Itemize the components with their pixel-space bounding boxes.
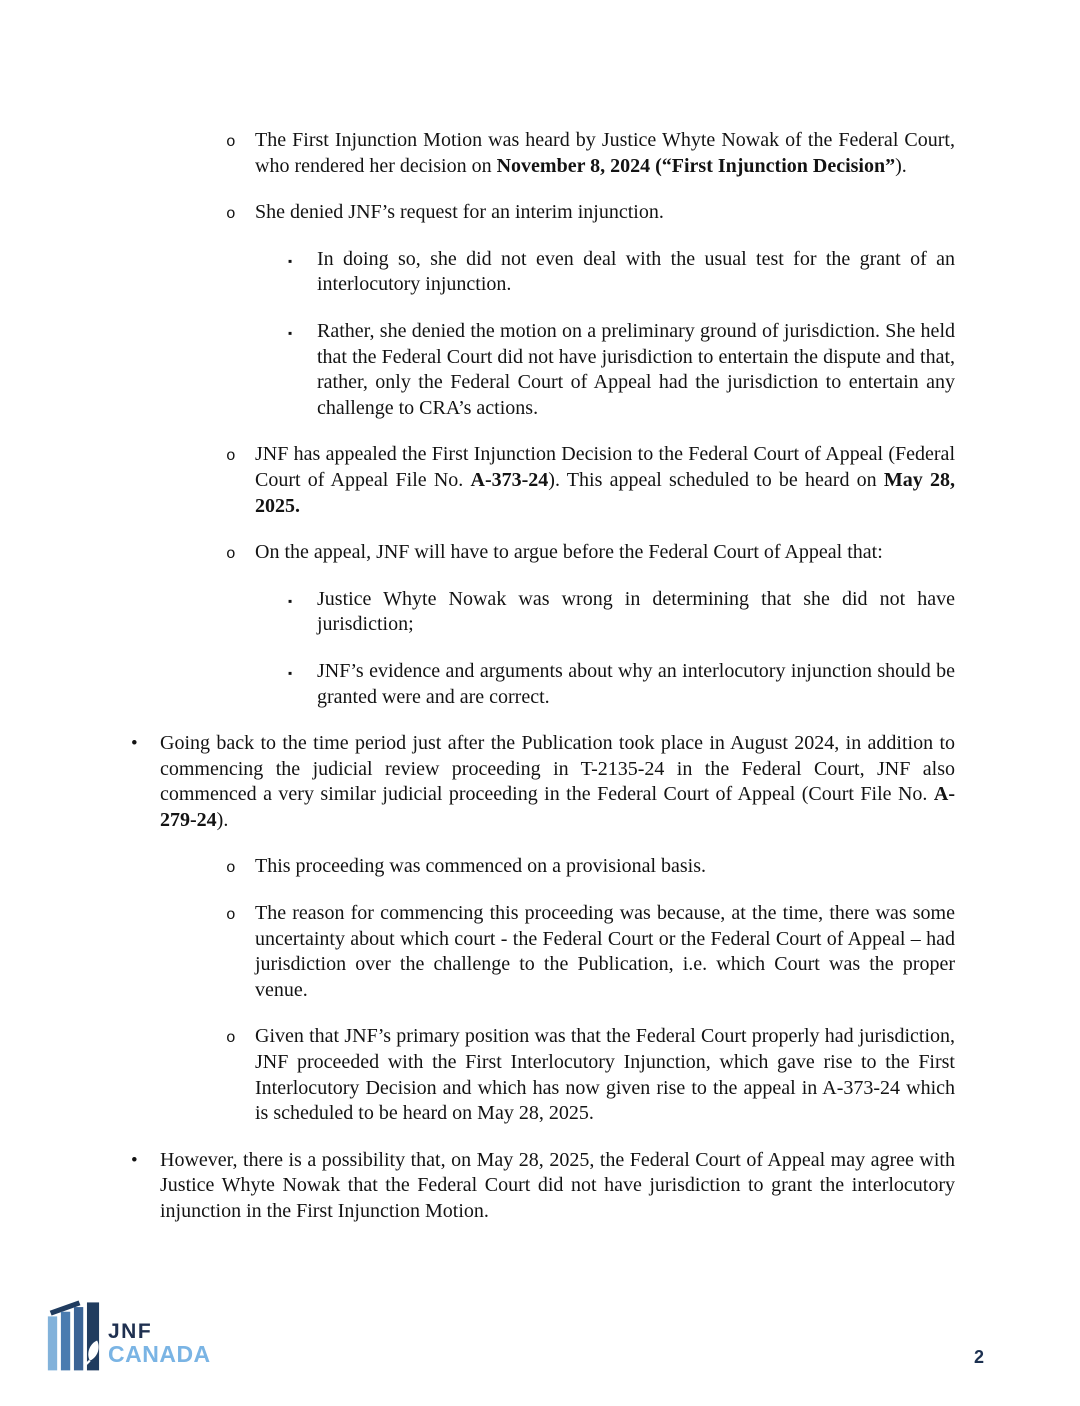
list-item — [130, 319, 955, 421]
list-item — [130, 854, 955, 880]
paragraph-text: In doing so, she did not even deal with the usual test for the grant of an interlocutory injunction. — [317, 247, 955, 296]
bullet-marker: o — [226, 447, 236, 466]
paragraph-text: The First Injunction Motion was heard by Justice Whyte Nowak of the Federal Court, who rendered her decision on November 8, 2024 (“First Injunction Decision”). — [255, 129, 955, 177]
bullet-marker: ▪ — [288, 253, 293, 268]
paragraph-text: Going back to the time period just after the Publication took place in August 2024, in addition to commencing the judicial review proceeding in T-2135-24 in the Federal Court, JNF also commenced a very similar judicial proceeding in the Federal Court of Appeal (Court File No. A-279-24). — [160, 732, 955, 831]
bullet-marker: ▪ — [288, 665, 293, 680]
list-item — [130, 901, 955, 1003]
bullet-marker: ▪ — [288, 593, 293, 608]
list-item — [130, 659, 955, 710]
paragraph-text: On the appeal, JNF will have to argue before the Federal Court of Appeal that: — [255, 541, 883, 564]
list-item — [130, 1024, 955, 1126]
bullet-marker: ▪ — [288, 325, 293, 340]
list-item — [130, 442, 955, 519]
paragraph-text: The reason for commencing this proceeding was because, at the time, there was some uncertainty about which court - the Federal Court or the Federal Court of Appeal – had jurisdiction over the challenge to the Publication, i.e. which Court was the proper venue. — [255, 902, 955, 1001]
logo-bar-3 — [74, 1307, 83, 1370]
list-item — [130, 200, 955, 226]
paragraph-text: JNF’s evidence and arguments about why an interlocutory injunction should be granted were and are correct. — [317, 659, 955, 708]
document-body — [130, 128, 955, 1225]
list-item — [130, 1148, 955, 1225]
logo-bars-icon — [46, 1296, 100, 1374]
list-item — [130, 731, 955, 833]
paragraph-text: JNF has appealed the First Injunction Decision to the Federal Court of Appeal (Federal Court of Appeal File No. A-373-24). This appeal scheduled to be heard on May 28, 2025. — [255, 443, 955, 517]
paragraph-text: Rather, she denied the motion on a preliminary ground of jurisdiction. She held that the Federal Court did not have jurisdiction to entertain the dispute and that, rather, only the Federal Court of Appeal had the jurisdiction to entertain any challenge to CRA’s actions. — [317, 319, 955, 419]
logo-bar-2 — [61, 1312, 70, 1371]
list-item — [130, 128, 955, 179]
list-item — [130, 247, 955, 298]
list-item — [130, 587, 955, 638]
bullet-marker: • — [131, 1149, 138, 1171]
page-number: 2 — [973, 1347, 984, 1367]
bullet-marker: o — [226, 133, 236, 151]
bullet-marker: o — [226, 545, 236, 564]
paragraph-text: Justice Whyte Nowak was wrong in determining that she did not have jurisdiction; — [317, 587, 955, 636]
logo-jnf-text: JNF — [108, 1320, 153, 1343]
bullet-marker: o — [226, 906, 236, 925]
list-item — [130, 540, 955, 566]
jnf-canada-logo — [46, 1296, 211, 1374]
paragraph-text: She denied JNF’s request for an interim injunction. — [255, 201, 664, 224]
bullet-marker: o — [226, 859, 236, 878]
paragraph-text: This proceeding was commenced on a provisional basis. — [255, 855, 706, 878]
logo-canada-text: CANADA — [108, 1341, 211, 1367]
paragraph-text: However, there is a possibility that, on May 28, 2025, the Federal Court of Appeal may agree with Justice Whyte Nowak that the Federal Court did not have jurisdiction to grant the interlocutory injunction in the First Injunction Motion. — [160, 1148, 955, 1222]
logo-wordmark — [108, 1321, 211, 1367]
bullet-marker: o — [226, 205, 236, 224]
bullet-marker: o — [226, 1029, 236, 1048]
paragraph-text: Given that JNF’s primary position was that the Federal Court properly had jurisdiction, JNF proceeded with the First Interlocutory Injunction, which gave rise to the First Interlocutory Decision and which has now given rise to the appeal in A-373-24 which is scheduled to be heard on May 28, 2025. — [255, 1025, 955, 1125]
bullet-marker: • — [131, 733, 138, 755]
logo-bar-1 — [48, 1316, 57, 1370]
